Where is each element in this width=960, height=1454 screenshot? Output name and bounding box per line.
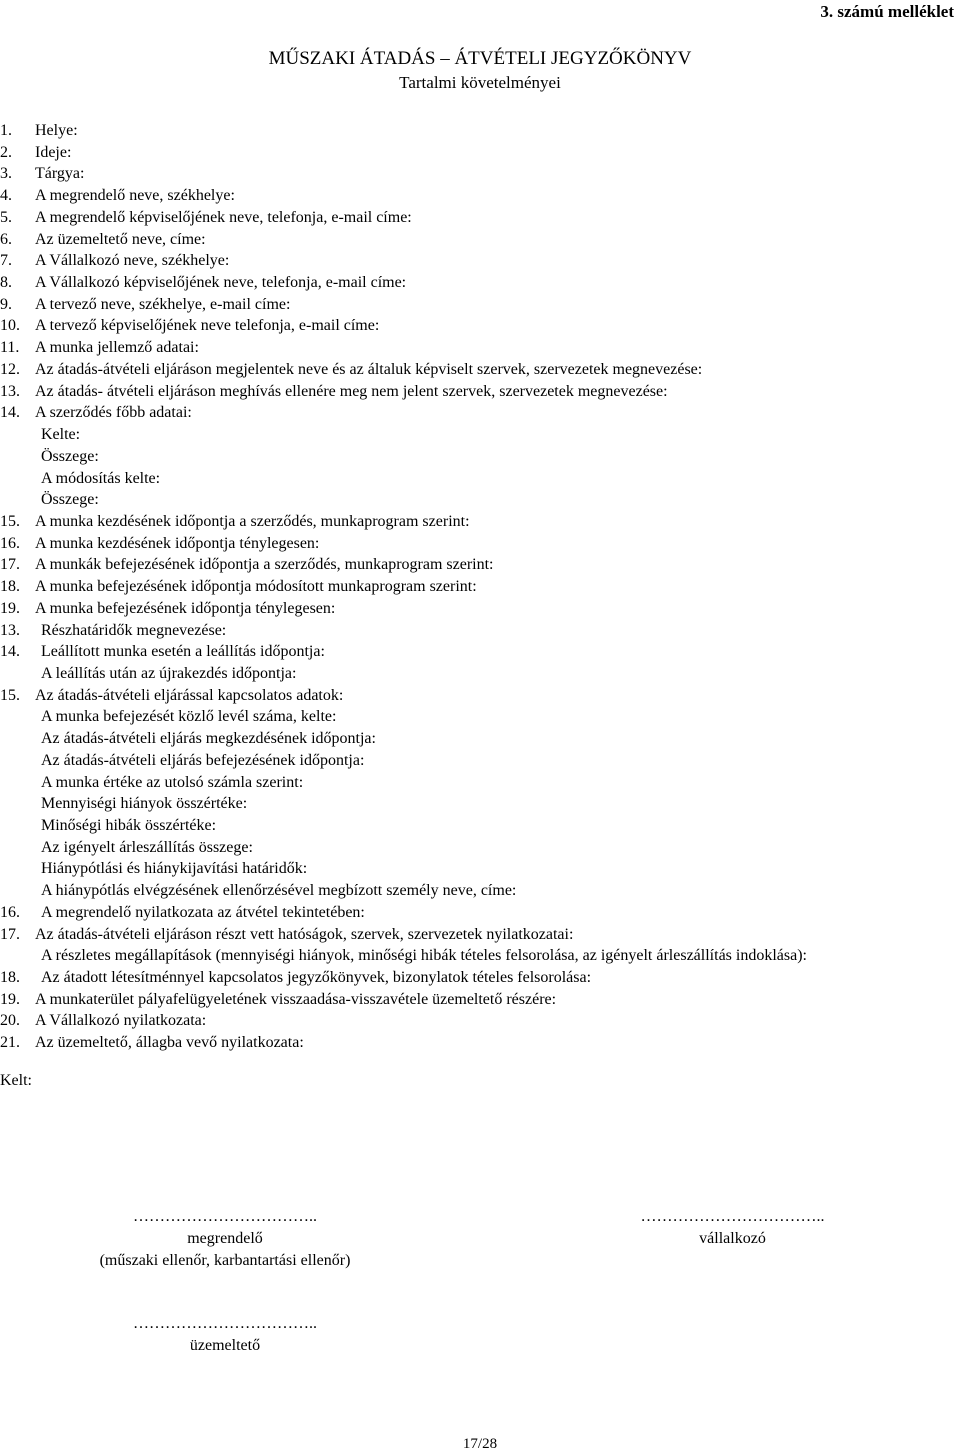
item-number: 14. — [0, 643, 20, 661]
item-text: Leállított munka esetén a leállítás időpontja: — [41, 643, 325, 661]
item-text: Az üzemeltető neve, címe: — [35, 230, 206, 248]
list-item — [0, 185, 960, 207]
list-item — [0, 663, 960, 685]
item-number: 19. — [0, 990, 20, 1008]
requirements-list — [0, 120, 960, 1054]
item-text: Összege: — [41, 491, 99, 509]
list-item — [0, 793, 960, 815]
item-number: 17. — [0, 925, 20, 943]
signature-label: megrendelő — [187, 1230, 263, 1247]
item-text: A részletes megállapítások (mennyiségi hiányok, minőségi hibák tételes felsorolása, az igényelt árleszállítás indoklása): — [41, 947, 807, 965]
item-number: 3. — [0, 165, 12, 183]
item-text: A munka befejezését közlő levél száma, kelte: — [41, 708, 337, 726]
list-item — [0, 554, 960, 576]
item-number: 18. — [0, 578, 20, 596]
list-item — [0, 163, 960, 185]
list-item — [0, 468, 960, 490]
list-item — [0, 424, 960, 446]
item-text: A munka kezdésének időpontja ténylegesen: — [35, 534, 320, 552]
list-item — [0, 576, 960, 598]
item-number: 16. — [0, 534, 20, 552]
item-text: Az üzemeltető, állagba vevő nyilatkozata: — [35, 1034, 304, 1052]
item-text: A munkák befejezésének időpontja a szerződés, munkaprogram szerint: — [35, 556, 494, 574]
signature-block-megrendelo — [60, 1206, 390, 1272]
list-item — [0, 359, 960, 381]
item-text: A munka értéke az utolsó számla szerint: — [41, 773, 304, 791]
item-text: A szerződés főbb adatai: — [35, 404, 192, 422]
list-item — [0, 620, 960, 642]
item-text: A tervező neve, székhelye, e-mail címe: — [35, 295, 291, 313]
item-text: Az átadott létesítménnyel kapcsolatos jegyzőkönyvek, bizonylatok tételes felsorolása: — [41, 969, 592, 987]
item-number: 2. — [0, 143, 12, 161]
list-item — [0, 272, 960, 294]
list-item — [0, 511, 960, 533]
item-text: A hiánypótlás elvégzésének ellenőrzésével megbízott személy neve, címe: — [41, 882, 517, 900]
item-text: Az átadás-átvételi eljáráson részt vett hatóságok, szervek, szervezetek nyilatkozatai: — [35, 925, 574, 943]
signature-note: (műszaki ellenőr, karbantartási ellenőr) — [99, 1252, 351, 1269]
list-item — [0, 381, 960, 403]
item-text: A munka befejezésének időpontja módosított munkaprogram szerint: — [35, 578, 477, 596]
item-number: 8. — [0, 274, 12, 292]
item-number: 4. — [0, 187, 12, 205]
list-item — [0, 337, 960, 359]
item-number: 20. — [0, 1012, 20, 1030]
document-subtitle: Tartalmi követelményei — [399, 73, 561, 92]
item-number: 9. — [0, 295, 12, 313]
signature-line: …………………………….. — [133, 1315, 317, 1332]
list-item — [0, 402, 960, 424]
item-text: Az átadás-átvételi eljárással kapcsolatos adatok: — [35, 686, 344, 704]
signature-block-uzemelteto — [60, 1313, 390, 1357]
item-text: Az átadás-átvételi eljárás megkezdésének időpontja: — [41, 730, 376, 748]
item-number: 13. — [0, 382, 20, 400]
item-number: 15. — [0, 686, 20, 704]
list-item — [0, 315, 960, 337]
list-item — [0, 1032, 960, 1054]
item-text: A Vállalkozó képviselőjének neve, telefonja, e-mail címe: — [35, 274, 407, 292]
annex-label: 3. számú melléklet — [820, 2, 954, 21]
list-item — [0, 880, 960, 902]
signature-block-vallalkozo — [570, 1206, 895, 1250]
item-text: Ideje: — [35, 143, 72, 161]
list-item — [0, 772, 960, 794]
item-text: A leállítás után az újrakezdés időpontja: — [41, 664, 297, 682]
item-number: 18. — [0, 969, 20, 987]
item-text: Hiánypótlási és hiánykijavítási határidők: — [41, 860, 308, 878]
item-text: A Vállalkozó neve, székhelye: — [35, 252, 230, 270]
item-number: 5. — [0, 208, 12, 226]
page-number: 17/28 — [462, 1436, 498, 1452]
item-number: 6. — [0, 230, 12, 248]
item-text: Az átadás-átvételi eljárás befejezésének időpontja: — [41, 751, 365, 769]
item-text: A Vállalkozó nyilatkozata: — [35, 1012, 207, 1030]
item-text: Minőségi hibák összértéke: — [41, 817, 217, 834]
list-item — [0, 142, 960, 164]
item-number: 14. — [0, 404, 20, 422]
item-number: 12. — [0, 360, 20, 378]
item-text: Helye: — [35, 122, 78, 139]
list-item — [0, 641, 960, 663]
item-number: 1. — [0, 122, 12, 139]
item-number: 11. — [0, 339, 20, 357]
signature-label: üzemeltető — [189, 1337, 261, 1354]
item-text: Az átadás- átvételi eljáráson meghívás ellenére meg nem jelent szervek, szervezetek megnevezése: — [35, 382, 668, 400]
item-text: A megrendelő képviselőjének neve, telefonja, e-mail címe: — [35, 208, 412, 226]
item-text: A módosítás kelte: — [41, 469, 161, 487]
list-item — [0, 533, 960, 555]
list-item — [0, 489, 960, 511]
item-number: 21. — [0, 1034, 20, 1052]
list-item — [0, 837, 960, 859]
item-number: 16. — [0, 903, 20, 921]
list-item — [0, 120, 960, 142]
list-item — [0, 685, 960, 707]
list-item — [0, 815, 960, 837]
item-text: Tárgya: — [35, 165, 85, 183]
item-text: A megrendelő neve, székhelye: — [35, 187, 235, 205]
item-text: Az igényelt árleszállítás összege: — [41, 838, 253, 856]
item-text: Mennyiségi hiányok összértéke: — [41, 795, 248, 813]
item-text: Részhatáridők megnevezése: — [41, 621, 227, 639]
list-item — [0, 945, 960, 967]
item-text: Az átadás-átvételi eljáráson megjelentek neve és az általuk képviselt szervek, szervezetek megnevezése: — [35, 360, 703, 378]
list-item — [0, 728, 960, 750]
item-number: 17. — [0, 556, 20, 574]
signature-line: …………………………….. — [640, 1208, 825, 1225]
item-text: A munka kezdésének időpontja a szerződés, munkaprogram szerint: — [35, 512, 470, 530]
list-item — [0, 1010, 960, 1032]
list-item — [0, 229, 960, 251]
list-item — [0, 902, 960, 924]
signature-label: vállalkozó — [699, 1230, 766, 1247]
item-text: A munka befejezésének időpontja ténylegesen: — [35, 599, 336, 617]
signature-line: …………………………….. — [133, 1208, 317, 1225]
item-text: A tervező képviselőjének neve telefonja, e-mail címe: — [35, 317, 380, 335]
item-text: A munka jellemző adatai: — [35, 339, 199, 357]
list-item — [0, 207, 960, 229]
list-item — [0, 989, 960, 1011]
list-item — [0, 706, 960, 728]
item-text: Kelte: — [41, 426, 81, 444]
item-number: 10. — [0, 317, 20, 335]
list-item — [0, 858, 960, 880]
list-item — [0, 294, 960, 316]
date-label: Kelt: — [0, 1072, 32, 1089]
list-item — [0, 446, 960, 468]
list-item — [0, 750, 960, 772]
list-item — [0, 598, 960, 620]
document-title: MŰSZAKI ÁTADÁS – ÁTVÉTELI JEGYZŐKÖNYV — [268, 48, 692, 69]
list-item — [0, 967, 960, 989]
list-item — [0, 250, 960, 272]
item-number: 7. — [0, 252, 12, 270]
list-item — [0, 924, 960, 946]
item-number: 15. — [0, 512, 20, 530]
item-text: A megrendelő nyilatkozata az átvétel tekintetében: — [41, 903, 365, 921]
item-text: A munkaterület pályafelügyeletének visszaadása-visszavétele üzemeltető részére: — [35, 990, 557, 1008]
item-number: 19. — [0, 599, 20, 617]
item-text: Összege: — [41, 447, 99, 465]
item-number: 13. — [0, 621, 20, 639]
